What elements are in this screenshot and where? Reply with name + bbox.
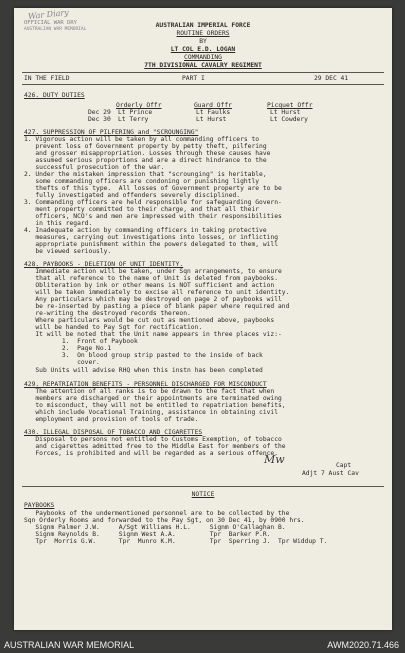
order-date: 29 DEC 41 [314, 75, 349, 82]
section-427-line: thefts of this type. All losses of Government property are to be [24, 185, 282, 192]
section-427-line: 2. Under the mistaken impression that "scrounging" is heritable, [24, 171, 267, 178]
header-line-1: AUSTRALIAN IMPERIAL FORCE [155, 22, 251, 29]
duty-row-cell: Lt Hurst [196, 116, 227, 123]
location: IN THE FIELD [24, 75, 70, 82]
header-line-2: ROUTINE ORDERS [176, 30, 230, 37]
section-428-line: Obliteration by ink or other means is NOT sufficient and action [24, 282, 275, 289]
header-line-4: LT COL E.D. LOGAN [170, 46, 236, 53]
section-429-line: The attention of all ranks is to be drawn to the fact that when [24, 388, 275, 395]
duty-row-cell: Lt Faulks [196, 109, 231, 116]
section-427-line: successful prosecution of the war. [24, 164, 165, 171]
section-428-line: will be handed to Pay Sgt for rectification. [24, 324, 203, 331]
handwritten-annotation: War Diary [27, 8, 70, 22]
section-430-line: Disposal to persons not entitled to Customs Exemption, of tobacco [24, 436, 282, 443]
part-label: PART I [182, 75, 205, 82]
section-427-line: and grosser misappropriation. Losses through these causes have [24, 150, 271, 157]
duty-row-cell: Lt Prince [118, 109, 153, 116]
header-line-3: BY [199, 38, 207, 45]
section-428-line: 1. Front of Paybook [24, 338, 138, 345]
duty-row-date: Dec 29 [88, 109, 111, 116]
divider [22, 486, 384, 487]
divider [22, 72, 384, 73]
duty-row-cell: Lt Cowdery [270, 116, 308, 123]
section-428-line: It will be noted that the Unit name appears in three places viz:- [24, 331, 282, 338]
section-429-line: which include Vocational Training, assistance in obtaining civil [24, 409, 279, 416]
section-428-line: will be taken immediately to excise all reference to unit identity. [24, 289, 290, 296]
notice-subheading: PAYBOOKS [24, 502, 55, 509]
official-stamp-line1: OFFICIAL WAR DRY [24, 20, 77, 26]
section-430-line: and cigarettes admitted free to the Middle East for members of the [24, 443, 286, 450]
duty-row-cell: Lt Terry [118, 116, 149, 123]
section-427-line: 1. Vigorous action will be taken by all commanding officers to [24, 136, 260, 143]
footer-accession-number: AWM2020.71.466 [327, 640, 399, 650]
section-429-line: to misconduct, they will not be entitled to repatriation benefits, [24, 402, 286, 409]
section-428-line: Sub Units will advise RHQ when this instn has been completed [24, 367, 263, 374]
document-page [14, 8, 392, 630]
official-stamp-line2: AUSTRALIAN WAR MEMORIAL [24, 27, 87, 32]
section-427-line: assumed serious proportions and are a direct hindrance to the [24, 157, 267, 164]
section-427-line: prevent loss of Government property by petty theft, pilfering [24, 143, 267, 150]
section-429-title: 429. REPATRIATION BENEFITS - PERSONNEL DISCHARGED FOR MISCONDUCT [24, 381, 267, 388]
signature-rank: Capt [336, 462, 352, 469]
section-428-line: cover. [24, 359, 100, 366]
header-line-6: 7TH DIVISIONAL CAVALRY REGIMENT [144, 62, 262, 69]
section-427-line: measures, carrying out investigations into losses, or inflicting [24, 234, 279, 241]
duty-col-guard: Guard Offr [194, 102, 232, 109]
section-429-line: members are discharged or their appointments are terminated owing [24, 395, 282, 402]
signature-appointment: Adjt 7 Aust Cav [302, 470, 359, 477]
section-427-line: fully investigated and offenders severely disciplined. [24, 192, 241, 199]
notice-line: Tpr Morris G.W. Tpr Munro K.M. Tpr Sperring J. Tpr Widdup T. [24, 538, 328, 545]
section-429-line: employment and provision of tools of trade. [24, 416, 199, 423]
signature-mark: Mw [264, 453, 285, 466]
section-427-line: officers, NCO's and men are impressed with their responsibilities [24, 213, 282, 220]
section-428-line: 2. Page No.1 [24, 345, 112, 352]
archive-footer [0, 636, 405, 653]
notice-line: Paybooks of the undermentioned personnel are to be collected by the [24, 510, 290, 517]
section-430-title: 430. ILLEGAL DISPOSAL OF TOBACCO AND CIGARETTES [24, 429, 203, 436]
divider [22, 84, 384, 85]
section-427-line: appropriate punishment within the powers delegated to them, will [24, 241, 279, 248]
section-428-line: 3. On blood group strip pasted to the inside of back [24, 352, 263, 359]
section-427-line: 4. Inadequate action by commanding officers in taking protective [24, 227, 267, 234]
section-428-title: 428. PAYBOOKS - DELETION OF UNIT IDENTITY. [24, 261, 184, 268]
section-428-line: be re-inserted by pasting a piece of blank paper where required and [24, 303, 290, 310]
notice-line: Sqn Orderly Rooms and forwarded to the Pay Sgt, on 30 Dec 41, by 0900 hrs. [24, 517, 305, 524]
section-428-line: Where particulars would be cut out as mentioned above, paybooks [24, 317, 275, 324]
section-427-line: some commanding officers are condoning or punishing lightly [24, 178, 260, 185]
section-427-line: in this regard. [24, 220, 93, 227]
duty-row-date: Dec 30 [88, 116, 111, 123]
duty-row-cell: Lt Hurst [270, 109, 301, 116]
section-428-line: that all reference to the name of Unit is deleted from paybooks. [24, 275, 279, 282]
footer-institution: AUSTRALIAN WAR MEMORIAL [4, 640, 135, 650]
section-427-title: 427. SUPPRESSION OF PILFERING and "SCROUNGING" [24, 129, 199, 136]
header-line-5: COMMANDING [184, 54, 222, 61]
section-427-line: be viewed seriously. [24, 248, 112, 255]
section-427-line: 3. Commanding officers are held responsible for safeguarding Govern- [24, 199, 282, 206]
notice-line: Signm Reynolds B. Signm West A.A. Tpr Barker P.R. [24, 531, 271, 538]
section-426-title: 426. DUTY DUTIES [24, 92, 85, 99]
duty-col-orderly: Orderly Offr [116, 102, 162, 109]
notice-heading: NOTICE [191, 491, 215, 498]
notice-line: Signm Palmer J.W. A/Sgt Williams H.L. Signm O'Callaghan B. [24, 524, 286, 531]
duty-col-picquet: Picquet Offr [267, 102, 313, 109]
section-428-line: Immediate action will be taken, under Sqn arrangements, to ensure [24, 268, 282, 275]
section-428-line: re-writing the destroyed records thereon. [24, 310, 191, 317]
section-430-line: Forces, is prohibited and will be regarded as a serious offence. [24, 450, 279, 457]
section-428-line: Any particulars which may be destroyed on page 2 of paybooks will [24, 296, 282, 303]
section-427-line: ment property committed to their charge, and that all their [24, 206, 260, 213]
